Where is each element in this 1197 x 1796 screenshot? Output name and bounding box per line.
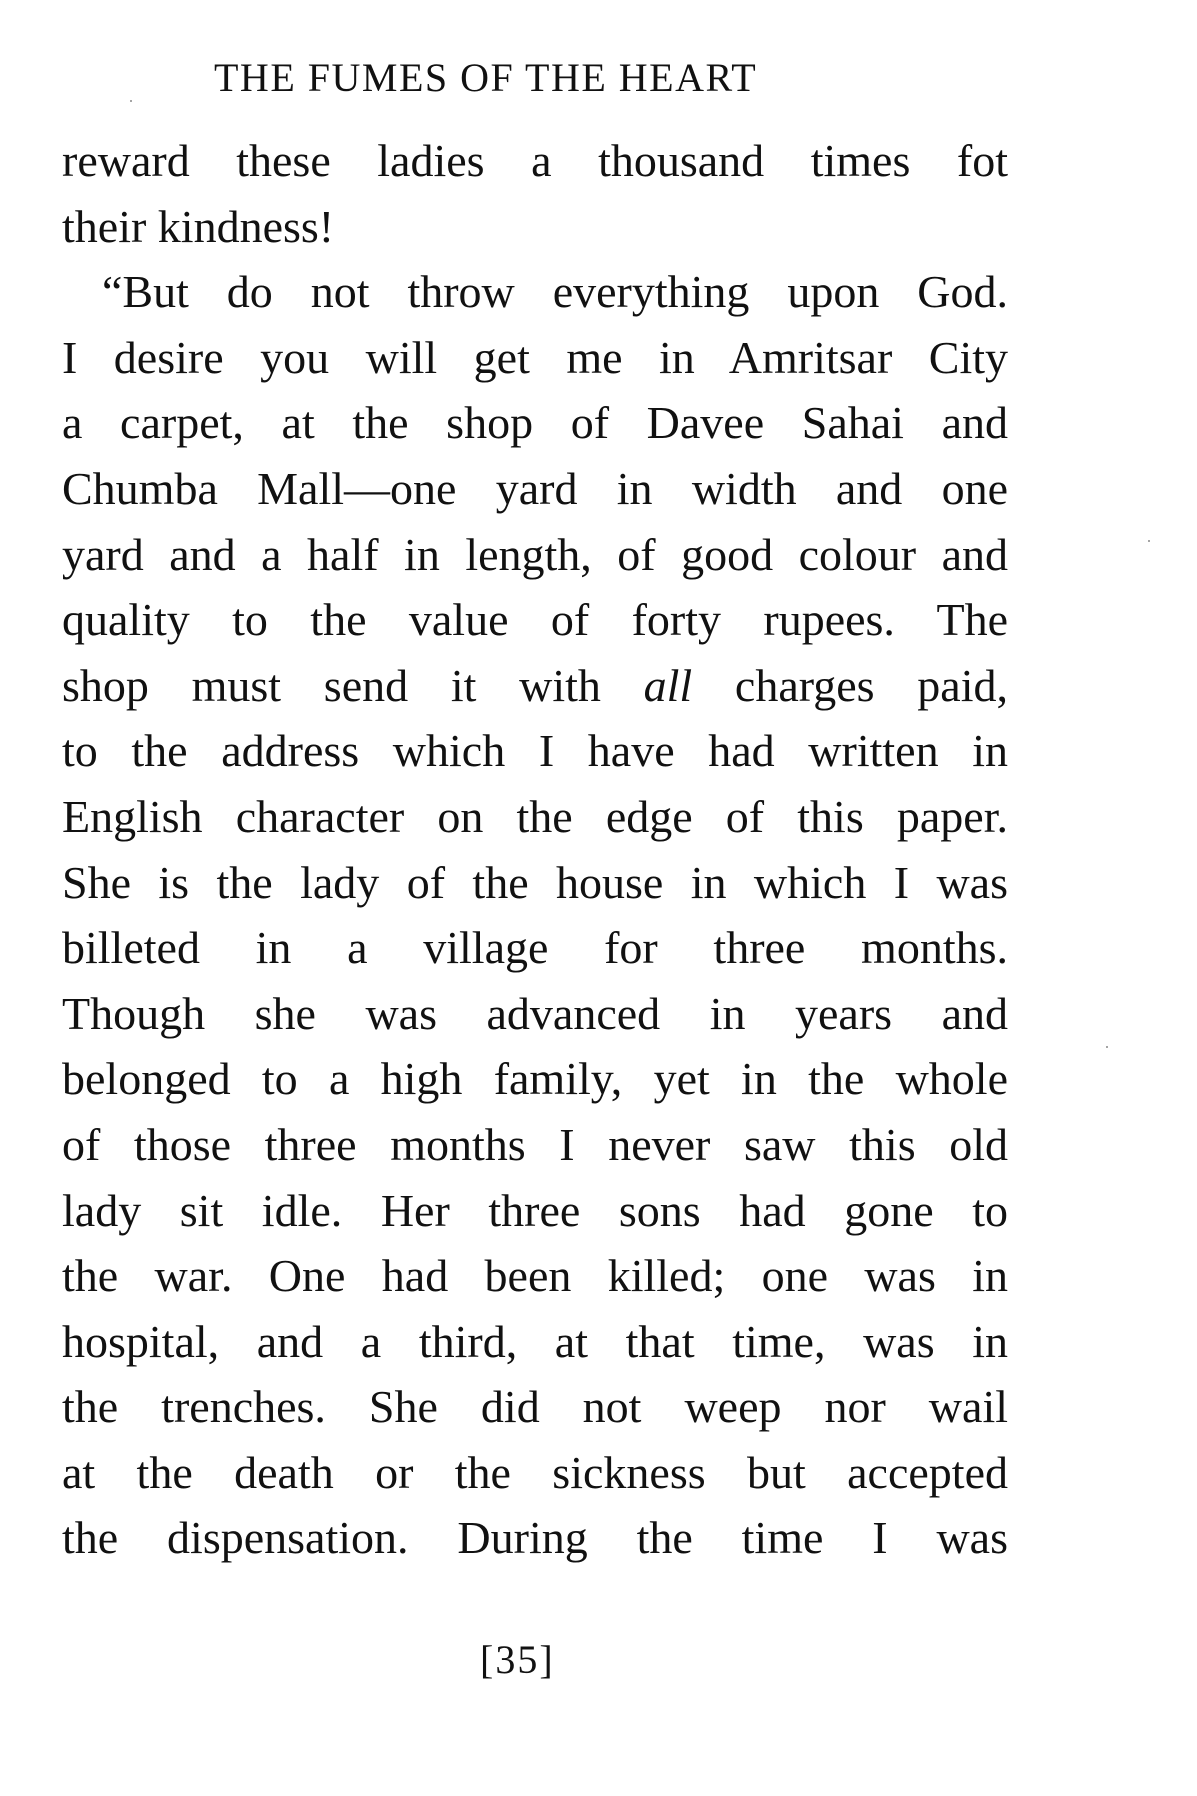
text-line: hospital, and a third, at that time, was in <box>62 1315 1008 1367</box>
text-line: reward these ladies a thousand times fot <box>62 135 1008 186</box>
text-line <box>62 653 1008 719</box>
text-line: their kindness! <box>62 200 335 252</box>
text-line: the dispensation. During the time I was <box>62 1512 1008 1564</box>
text-line: “But do not throw everything upon God. <box>102 266 1008 318</box>
text-line: billeted in a village for three months. <box>62 922 1008 974</box>
text-line: belonged to a high family, yet in the whole <box>62 1053 1008 1105</box>
running-head-title: THE FUMES OF THE HEART <box>214 55 758 100</box>
text-segment: shop must send it with <box>62 659 644 711</box>
text-line: to the address which I have had written in <box>62 725 1008 777</box>
paper-speck <box>130 100 132 102</box>
text-line: yard and a half in length, of good colour and <box>62 528 1008 580</box>
text-line: a carpet, at the shop of Davee Sahai and <box>62 397 1008 449</box>
text-line: She is the lady of the house in which I was <box>62 856 1008 908</box>
text-segment: charges paid, <box>692 659 1008 711</box>
body-text <box>62 128 1008 1571</box>
text-line: the war. One had been killed; one was in <box>62 1250 1008 1302</box>
text-line: Though she was advanced in years and <box>62 987 1008 1039</box>
page-number: [35] <box>480 1637 555 1682</box>
text-line: the trenches. She did not weep nor wail <box>62 1381 1008 1433</box>
text-line: I desire you will get me in Amritsar City <box>62 331 1008 383</box>
paper-speck <box>1106 1046 1108 1048</box>
text-line: lady sit idle. Her three sons had gone to <box>62 1184 1008 1236</box>
paper-speck <box>1148 540 1150 542</box>
text-line: at the death or the sickness but accepted <box>62 1446 1008 1498</box>
text-line: quality to the value of forty rupees. The <box>62 594 1008 646</box>
text-line: Chumba Mall—one yard in width and one <box>62 462 1008 514</box>
text-line: of those three months I never saw this old <box>62 1118 1008 1170</box>
italic-emphasis: all <box>643 659 693 711</box>
text-line: English character on the edge of this paper. <box>62 790 1008 842</box>
